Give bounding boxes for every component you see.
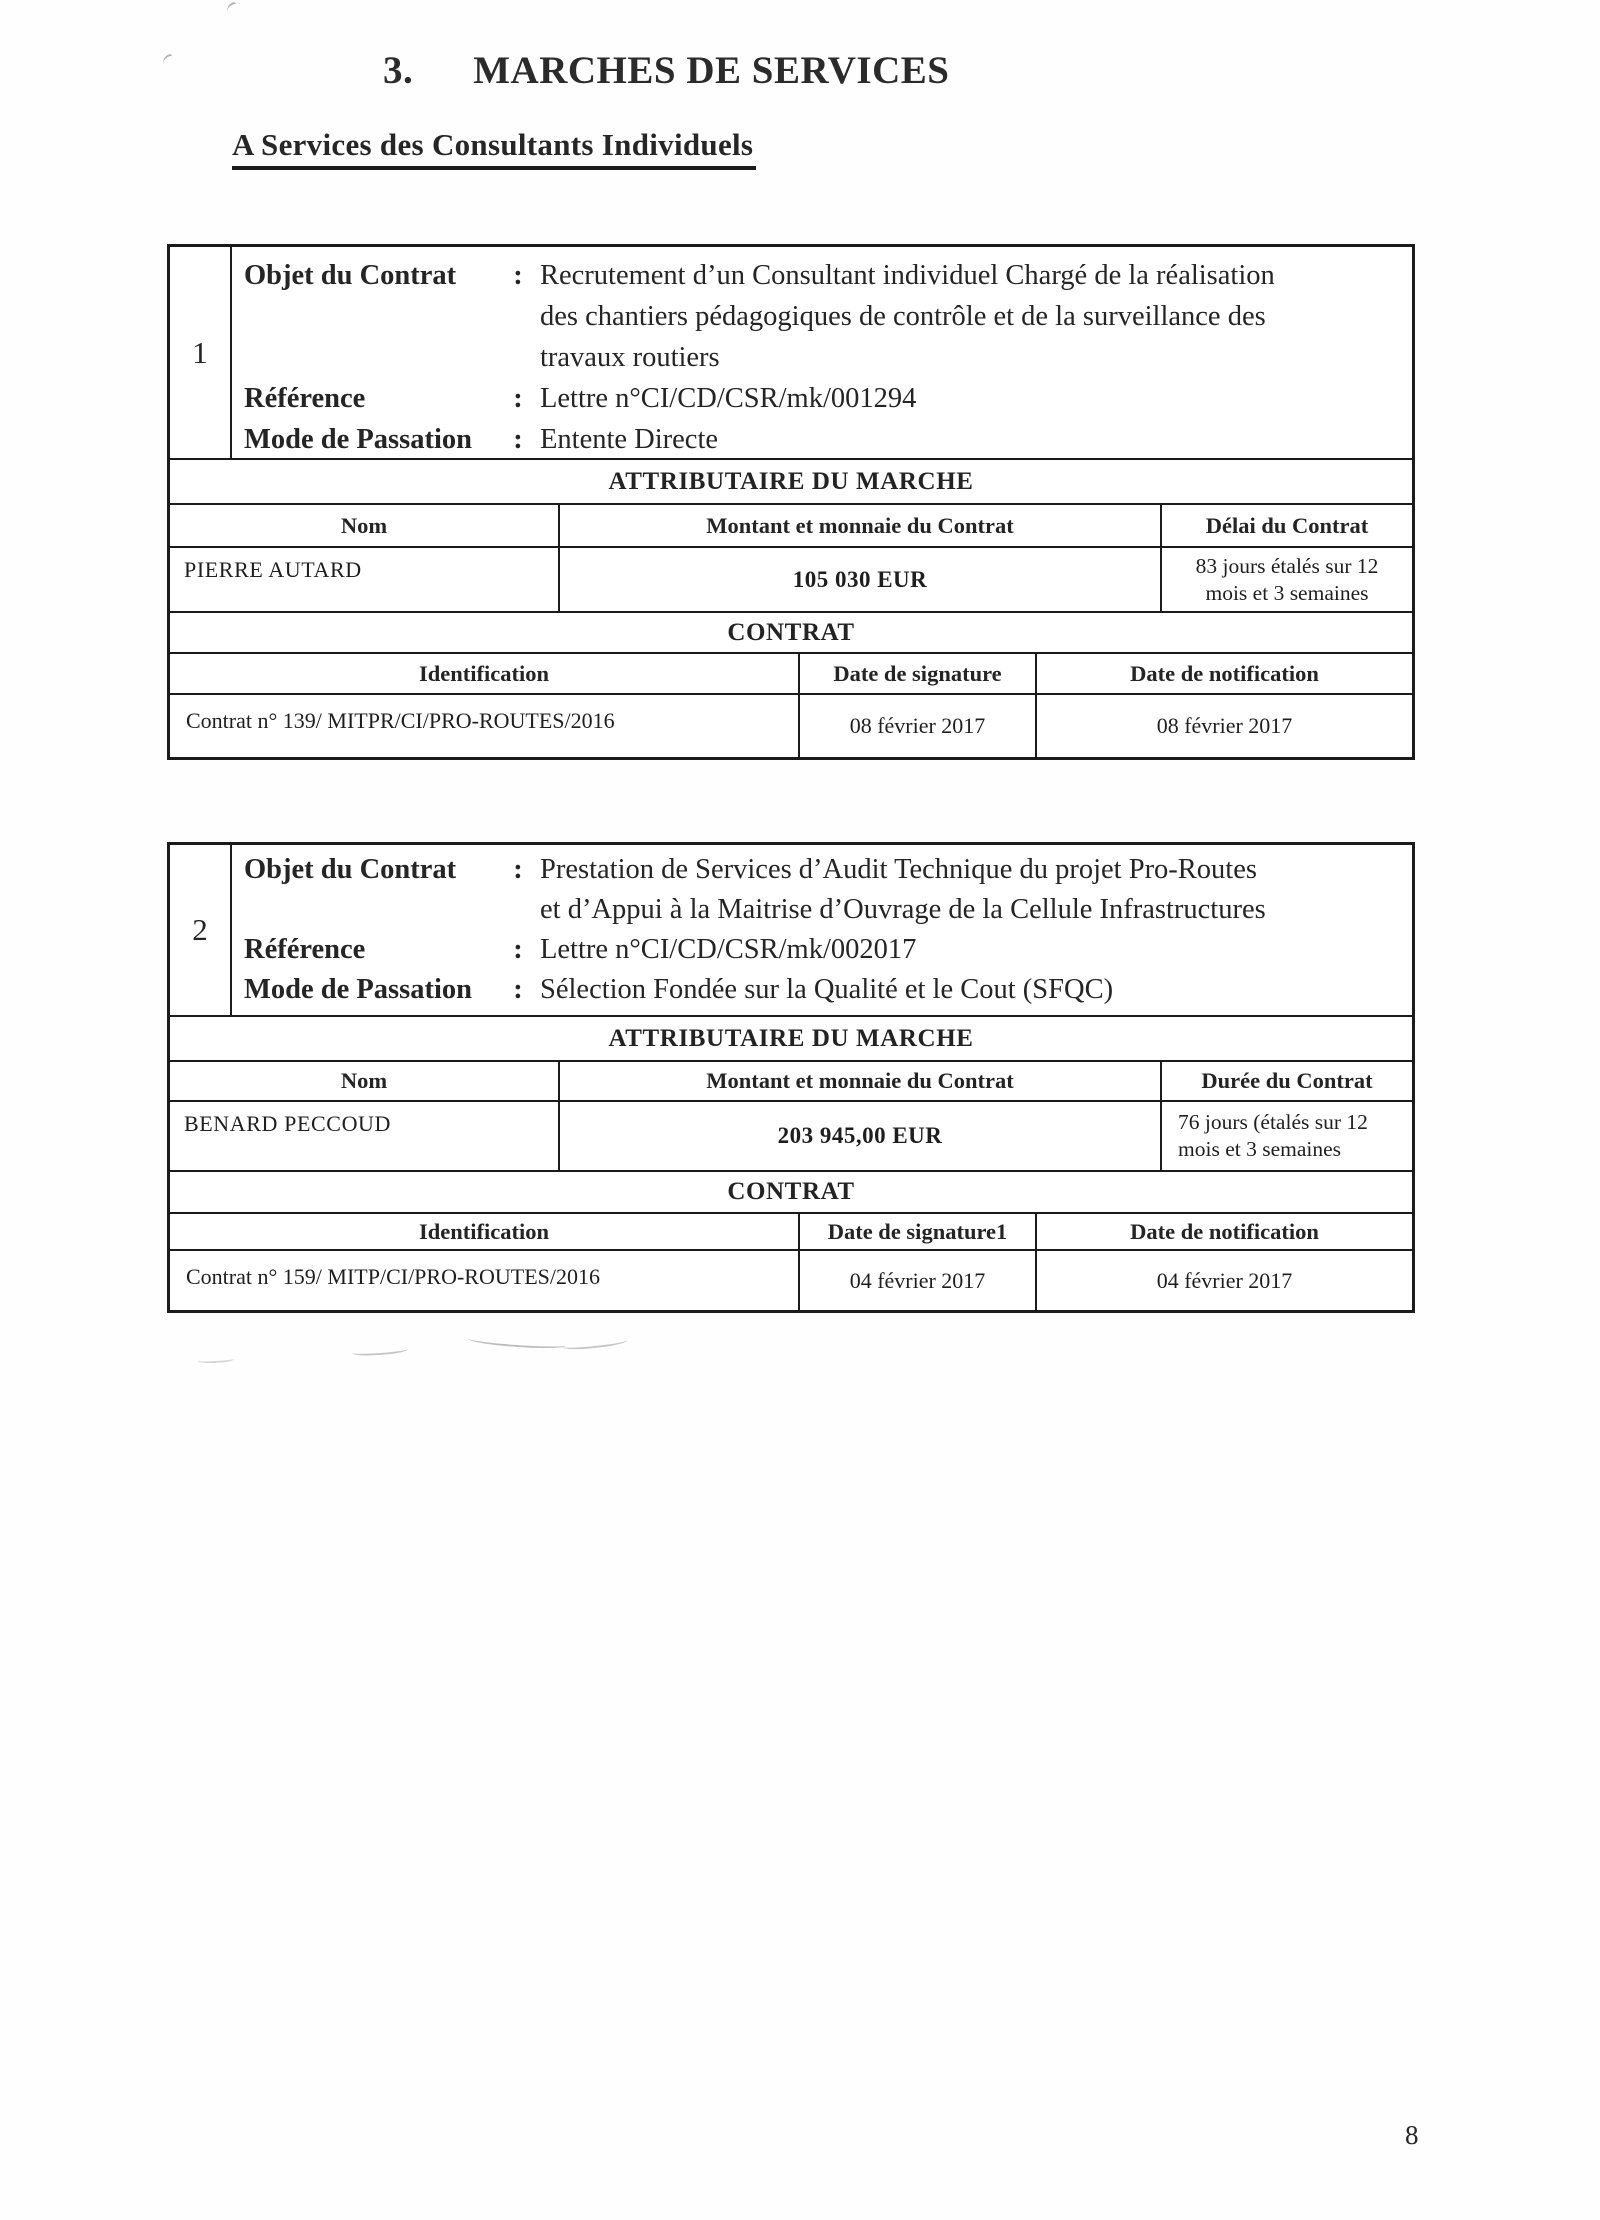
col-header-montant: Montant et monnaie du Contrat xyxy=(558,1062,1160,1100)
page-subtitle: A Services des Consultants Individuels xyxy=(232,127,756,170)
attributaire-column-headers xyxy=(170,503,1412,546)
scan-artifact xyxy=(562,1336,629,1352)
page-number: 8 xyxy=(1405,2120,1419,2150)
colon-separator: : xyxy=(513,260,523,291)
colon-separator: : xyxy=(513,424,523,455)
objet-label: Objet du Contrat xyxy=(244,260,457,291)
colon-separator: : xyxy=(513,383,523,414)
contract-duration: 76 jours (étalés sur 12 mois et 3 semaines xyxy=(1160,1102,1412,1170)
col-header-identification: Identification xyxy=(418,1218,549,1244)
mode-passation-row xyxy=(244,970,1412,1010)
mode-passation-value: Sélection Fondée sur la Qualité et le Cout (SFQC) xyxy=(540,974,1114,1005)
contract-info-cell xyxy=(232,845,1412,1015)
col-header-montant: Montant et monnaie du Contrat xyxy=(558,505,1160,546)
mode-passation-row xyxy=(244,419,1412,458)
contract-amount: 105 030 EUR xyxy=(558,548,1160,611)
contract-info-cell xyxy=(232,247,1412,458)
section-number: 3. xyxy=(383,49,414,92)
attributaire-name: BENARD PECCOUD xyxy=(184,1111,392,1136)
page-title xyxy=(383,50,949,93)
col-header-identification: Identification xyxy=(418,660,549,686)
objet-line: Recrutement d’un Consultant individuel Chargé de la réalisation xyxy=(540,260,1275,291)
contrat-values-row xyxy=(170,693,1412,757)
section-title: MARCHES DE SERVICES xyxy=(473,49,950,92)
col-header-date-notification: Date de notification xyxy=(1035,654,1412,693)
reference-row xyxy=(244,378,1412,419)
objet-line: des chantiers pédagogiques de contrôle et de la surveillance des xyxy=(540,301,1266,332)
reference-label: Référence xyxy=(244,934,366,965)
col-header-duree: Durée du Contrat xyxy=(1160,1062,1412,1100)
col-header-nom: Nom xyxy=(340,512,388,538)
scan-artifact xyxy=(225,1,238,12)
contract-table-2 xyxy=(167,842,1415,1313)
contrat-header: CONTRAT xyxy=(170,611,1412,652)
mode-passation-label: Mode de Passation xyxy=(244,974,472,1005)
col-header-date-signature: Date de signature xyxy=(798,654,1035,693)
contrat-column-headers xyxy=(170,1212,1412,1249)
reference-value: Lettre n°CI/CD/CSR/mk/001294 xyxy=(540,383,917,414)
col-header-nom: Nom xyxy=(340,1068,388,1093)
contract-number-cell: 2 xyxy=(170,845,232,1015)
signature-date: 04 février 2017 xyxy=(798,1251,1035,1310)
attributaire-header: ATTRIBUTAIRE DU MARCHE xyxy=(170,1015,1412,1060)
contract-table-1 xyxy=(167,244,1415,760)
scan-artifact xyxy=(198,1356,234,1364)
colon-separator: : xyxy=(513,974,523,1005)
objet-row xyxy=(244,850,1412,930)
contrat-header: CONTRAT xyxy=(170,1170,1412,1212)
colon-separator: : xyxy=(513,854,523,885)
mode-passation-label: Mode de Passation xyxy=(244,424,472,455)
notification-date: 04 février 2017 xyxy=(1035,1251,1412,1310)
contract-identification: Contrat n° 139/ MITPR/CI/PRO-ROUTES/2016 xyxy=(186,708,615,733)
attributaire-values-row xyxy=(170,1100,1412,1170)
objet-line: et d’Appui à la Maitrise d’Ouvrage de la Cellule Infrastructures xyxy=(540,894,1266,925)
scan-artifact xyxy=(161,53,174,64)
contrat-values-row xyxy=(170,1249,1412,1310)
reference-row xyxy=(244,930,1412,970)
contract-amount: 203 945,00 EUR xyxy=(558,1102,1160,1170)
objet-label: Objet du Contrat xyxy=(244,854,457,885)
attributaire-header: ATTRIBUTAIRE DU MARCHE xyxy=(170,458,1412,503)
objet-line: Prestation de Services d’Audit Technique du projet Pro-Routes xyxy=(540,854,1257,885)
signature-date: 08 février 2017 xyxy=(798,695,1035,757)
attributaire-column-headers xyxy=(170,1060,1412,1100)
colon-separator: : xyxy=(513,934,523,965)
objet-line: travaux routiers xyxy=(540,342,720,373)
contract-summary-block xyxy=(170,845,1412,1015)
mode-passation-value: Entente Directe xyxy=(540,424,719,455)
attributaire-name: PIERRE AUTARD xyxy=(184,557,362,582)
contrat-column-headers xyxy=(170,652,1412,693)
reference-value: Lettre n°CI/CD/CSR/mk/002017 xyxy=(540,934,917,965)
objet-value xyxy=(528,850,1412,930)
col-header-duree: Délai du Contrat xyxy=(1160,505,1412,546)
objet-row xyxy=(244,255,1412,378)
scan-artifact xyxy=(468,1334,566,1351)
notification-date: 08 février 2017 xyxy=(1035,695,1412,757)
contract-identification: Contrat n° 159/ MITP/CI/PRO-ROUTES/2016 xyxy=(186,1264,600,1289)
attributaire-values-row xyxy=(170,546,1412,611)
contract-duration: 83 jours étalés sur 12 mois et 3 semaines xyxy=(1160,548,1412,611)
contract-number-cell: 1 xyxy=(170,247,232,458)
scan-artifact xyxy=(352,1345,408,1357)
reference-label: Référence xyxy=(244,383,366,414)
objet-value xyxy=(528,255,1412,378)
col-header-date-signature: Date de signature1 xyxy=(798,1214,1035,1249)
col-header-date-notification: Date de notification xyxy=(1035,1214,1412,1249)
contract-summary-block xyxy=(170,247,1412,458)
